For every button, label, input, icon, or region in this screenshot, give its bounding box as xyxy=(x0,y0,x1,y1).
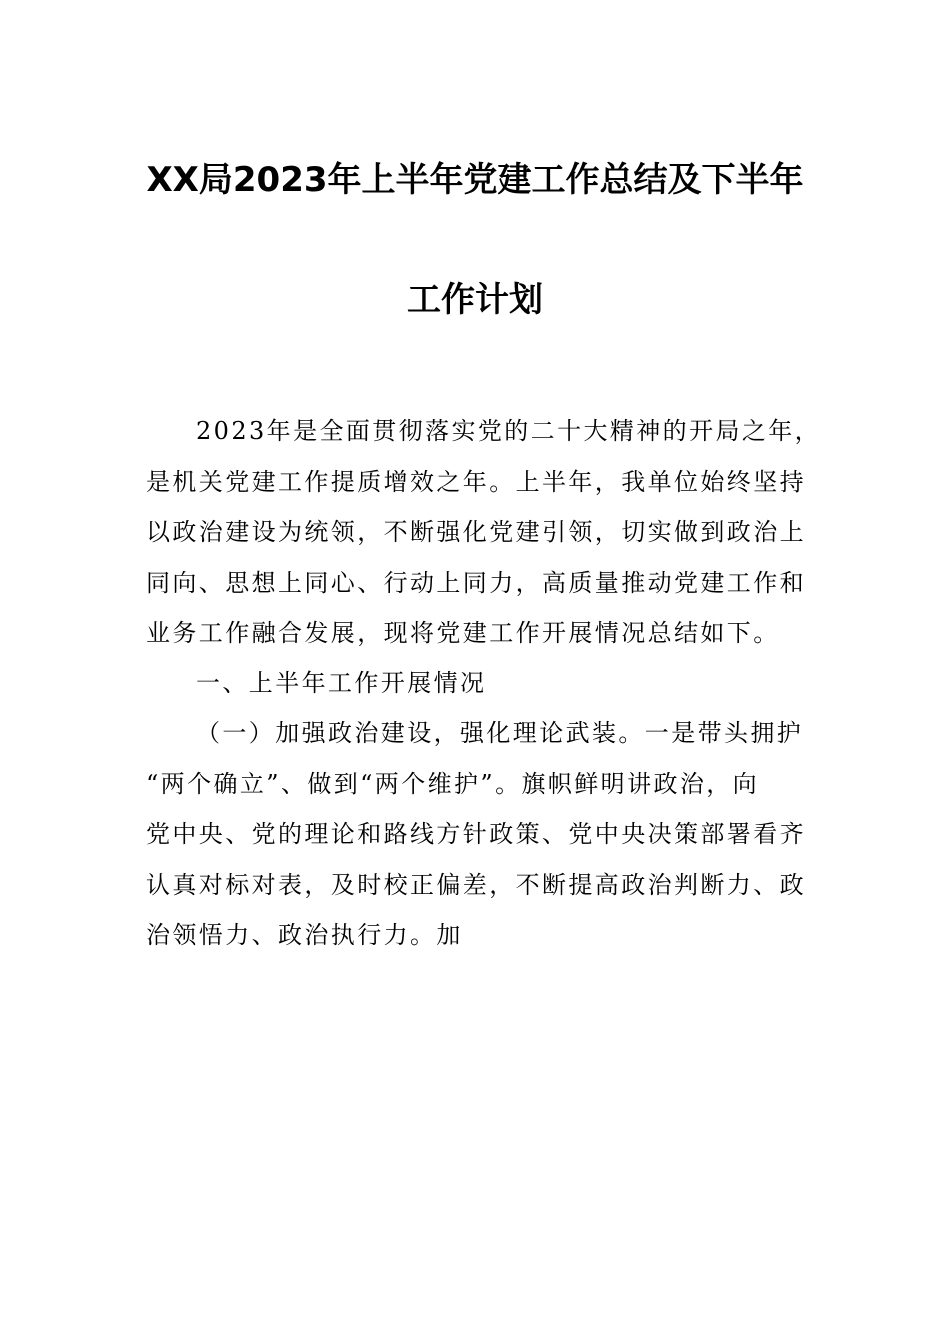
intro-paragraph xyxy=(146,406,822,659)
section-1-1-line: 认真对标对表，及时校正偏差，不断提高政治判断力、政 xyxy=(146,870,806,899)
intro-line: 2023年是全面贯彻落实党的二十大精神的开局之年， xyxy=(196,417,822,445)
document-title-line-1: XX局2023年上半年党建工作总结及下半年 xyxy=(146,160,804,200)
section-1-1-paragraph xyxy=(146,708,806,961)
section-heading-1: 一、上半年工作开展情况 xyxy=(196,669,487,697)
intro-line: 以政治建设为统领，不断强化党建引领，切实做到政治上 xyxy=(146,518,806,546)
intro-line: 同向、思想上同心、行动上同力，高质量推动党建工作和 xyxy=(146,568,806,597)
section-1-1-line: 治领悟力、政治执行力。加 xyxy=(146,921,463,949)
section-1-1-line: “两个确立”、做到“两个维护”。旗帜鲜明讲政治，向 xyxy=(146,769,760,798)
intro-line: 业务工作融合发展，现将党建工作开展情况总结如下。 xyxy=(146,619,780,647)
intro-line: 是机关党建工作提质增效之年。上半年，我单位始终坚持 xyxy=(146,467,806,496)
document-title-line-2: 工作计划 xyxy=(407,280,543,320)
section-1-1-line: 党中央、党的理论和路线方针政策、党中央决策部署看齐 xyxy=(146,820,806,848)
section-1-1-line: （一）加强政治建设，强化理论武装。一是带头拥护 xyxy=(196,719,804,747)
